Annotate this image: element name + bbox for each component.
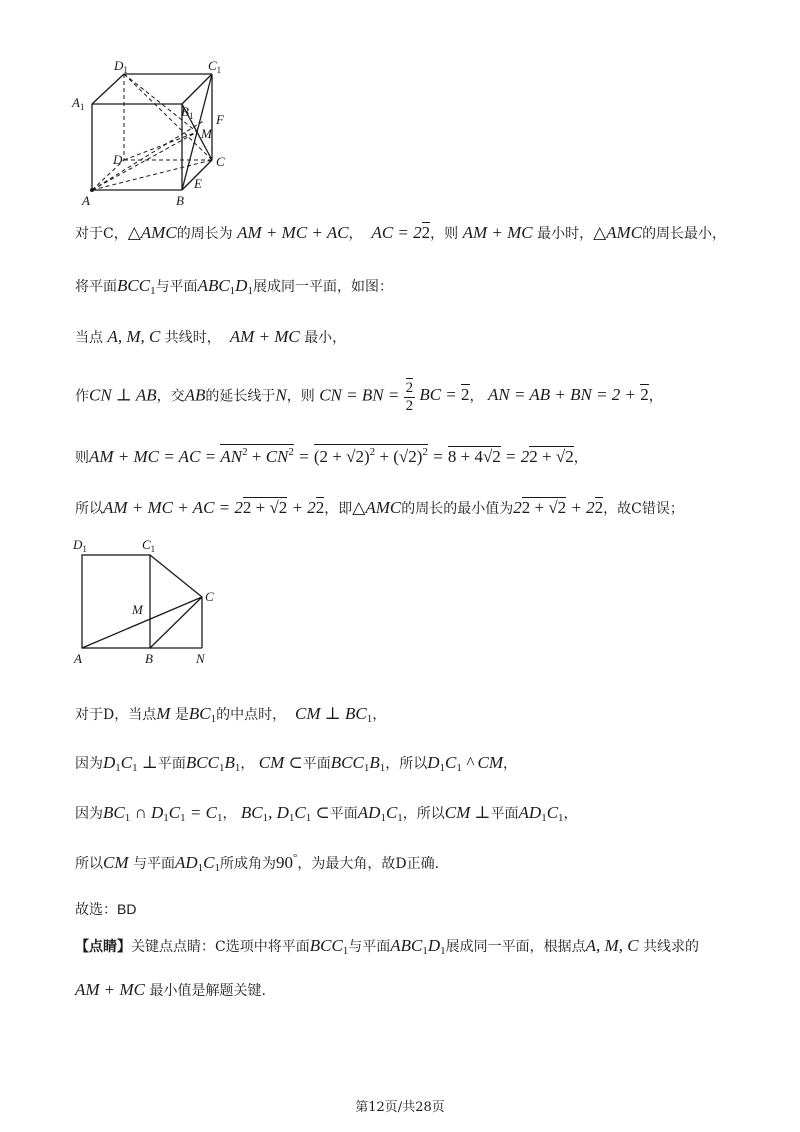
text-line-8: 因为$D_1C_1$ ⊥平面$BCC_1B_1$， CM ⊂平面$BCC_1B_1$，所以$D_1C_1$ ^ CM，	[75, 753, 518, 774]
label-c1: $C_1$	[208, 58, 222, 75]
text-line-9: 因为$BC_1$ ∩ $D_1C_1 = C_1$， $BC_1$, $D_1C_1$ ⊂平面$AD_1C_1$，所以CM ⊥平面$AD_1C_1$，	[75, 803, 578, 824]
text-line-6: 所以AM + MC + AC = 22 + √2 + 22，即△AMC的周长的最小值为22 + √2 + 22，故C错误；	[75, 498, 684, 517]
label2-n: N	[196, 651, 205, 666]
label2-a: A	[74, 651, 82, 666]
text-line-10: 所以CM 与平面$AD_1C_1$所成角为90°，为最大角，故D正确.	[75, 852, 440, 874]
page-footer: 第12页/共28页	[355, 1100, 445, 1115]
tip-line-2: AM + MC 最小值是解题关键.	[75, 980, 266, 999]
label2-d1: $D_1$	[73, 537, 87, 554]
label2-c1: $C_1$	[142, 537, 156, 554]
text-line-4: 作CN ⊥ AB，交AB的延长线于N，则 CN = BN = $\frac{2}{2}$ BC = 2， AN = AB + BN = 2 + 2，	[75, 380, 663, 414]
label-a: A	[82, 193, 90, 208]
text-line-5: 则AM + MC = AC = $AN^2 + CN^2 = (2 + √2)^2 + (√2)^2 = 8 + 4√2 = 22 + √2$，	[75, 446, 588, 466]
tip-line: 【点睛】关键点点睛：C选项中将平面$BCC_1$与平面$ABC_1D_1$展成同一平面，根据点A, M, C 共线求的	[75, 936, 700, 957]
answer-line: 故选：BD	[75, 901, 137, 917]
label2-c: C	[205, 589, 214, 604]
label-f: F	[216, 112, 224, 127]
label-e: E	[194, 176, 202, 191]
unfolded-figure	[70, 535, 230, 670]
label-d: D	[113, 152, 123, 167]
label-c: C	[216, 154, 225, 169]
label-b: B	[176, 193, 184, 208]
label2-b: B	[145, 651, 153, 666]
label-b1: $B_1$	[181, 104, 194, 121]
label2-m: M	[132, 602, 143, 617]
text-line-2: 将平面$BCC_1$与平面$ABC_1D_1$展成同一平面，如图：	[75, 276, 393, 297]
text-line-7: 对于D，当点M 是$BC_1$的中点时， CM ⊥ $BC_1$，	[75, 704, 387, 725]
label-d1: $D_1$	[114, 58, 128, 75]
label-a1: $A_1$	[72, 95, 85, 112]
text-line-1: 对于C，△AMC的周长为 AM + MC + AC， AC = 22，则 AM + MC 最小时，△AMC的周长最小，	[75, 223, 727, 242]
label-m: M	[201, 126, 212, 141]
cube-figure	[70, 58, 240, 208]
text-line-3: 当点 A, M, C 共线时， AM + MC 最小，	[75, 327, 347, 346]
